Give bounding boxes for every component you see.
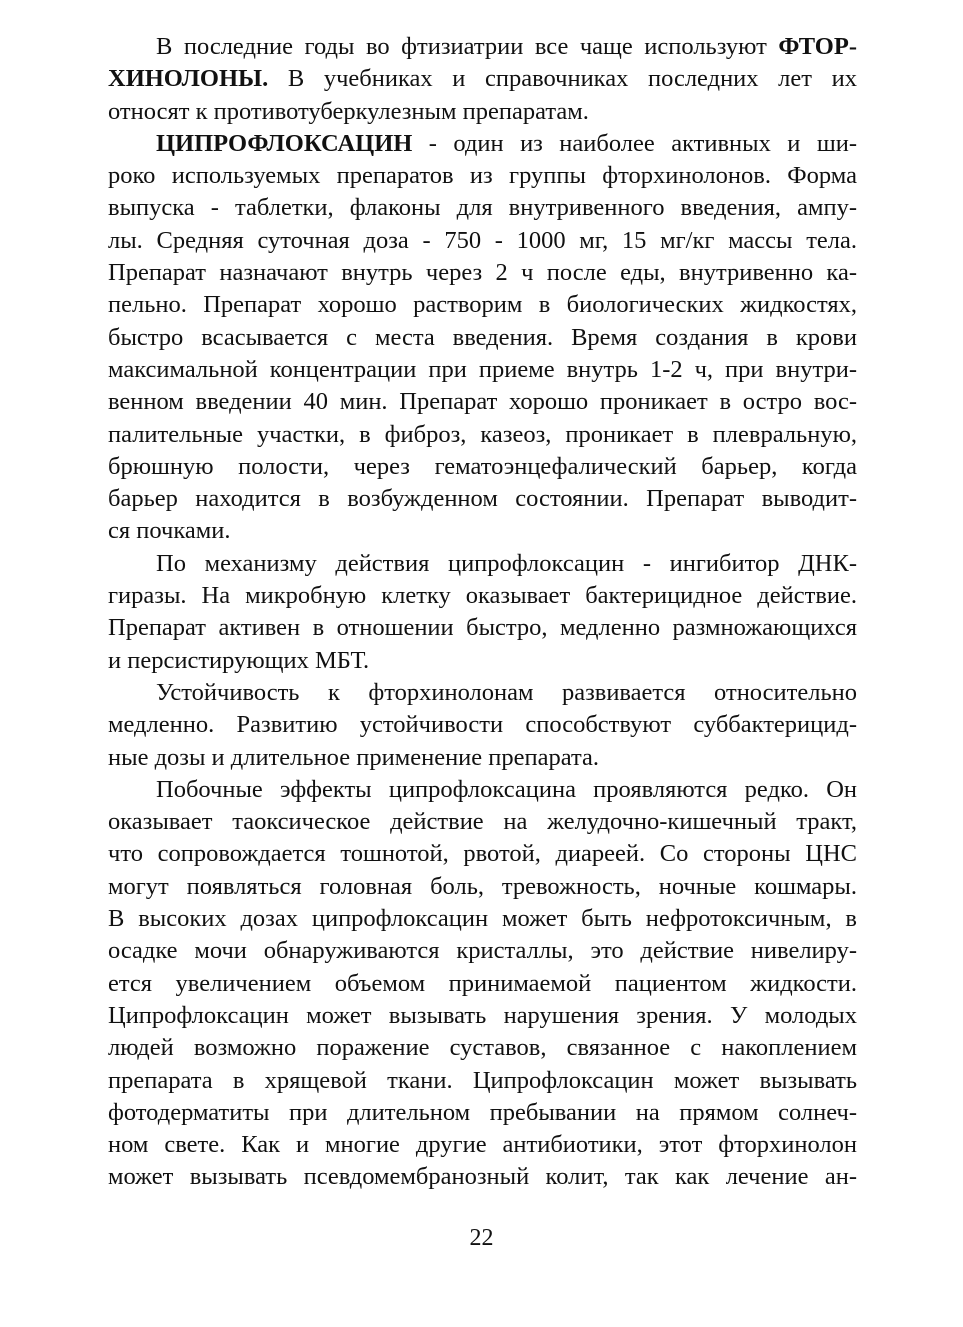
text-line: В последние годы во фтизиатрии все чаще используют ФТОР- [156, 33, 857, 60]
text-line: фотодерматиты при длительном пребывании на прямом солнеч- [108, 1098, 857, 1126]
text-line: ХИНОЛОНЫ. В учебниках и справочниках последних лет их [108, 65, 857, 93]
text-line: людей возможно поражение суставов, связанное с накоплением [108, 1034, 857, 1062]
text-line: выпуска - таблетки, флаконы для внутривенного введения, ампу- [108, 194, 857, 222]
text-line: Устойчивость к фторхинолонам развивается относительно [156, 678, 857, 706]
paragraph [108, 128, 857, 548]
text-line: гиразы. На микробную клетку оказывает бактерицидное действие. [108, 582, 857, 610]
text-line: может вызывать псевдомембранозный колит, так как лечение ан- [108, 1163, 857, 1191]
page-number: 22 [469, 1225, 494, 1251]
bold-term: ФТОР- [778, 33, 857, 60]
text-line: ется увеличением объемом принимаемой пациентом жидкости. [108, 969, 857, 997]
text-line: венном введении 40 мин. Препарат хорошо проникает в остро вос- [108, 388, 857, 416]
text-line: роко используемых препаратов из группы фторхинолонов. Форма [108, 162, 857, 190]
text-line: ные дозы и длительное применение препарата. [108, 743, 600, 771]
text-line: пельно. Препарат хорошо растворим в биологических жидкостях, [108, 291, 857, 319]
text-line: максимальной концентрации при приеме внутрь 1-2 ч, при внутри- [108, 355, 857, 383]
bold-term: ЦИПРОФЛОКСАЦИН [156, 129, 413, 157]
text-line: относят к противотуберкулезным препаратам. [108, 97, 589, 125]
text-line: лы. Средняя суточная доза - 750 - 1000 мг, 15 мг/кг массы тела. [108, 226, 857, 254]
text-line: могут появляться головная боль, тревожность, ночные кошмары. [108, 872, 857, 900]
bold-term: ХИНОЛОНЫ. [108, 65, 269, 93]
text-line: палительные участки, в фиброз, казеоз, проникает в плевральную, [108, 420, 857, 448]
text-line: препарата в хрящевой ткани. Ципрофлоксацин может вызывать [108, 1066, 857, 1094]
text-line: Препарат назначают внутрь через 2 ч после еды, внутривенно ка- [108, 259, 857, 287]
text-line: оказывает таоксическое действие на желудочно-кишечный тракт, [108, 808, 857, 836]
text-line: Препарат активен в отношении быстро, медленно размножающихся [108, 614, 857, 642]
paragraph [108, 31, 857, 128]
text-line: Ципрофлоксацин может вызывать нарушения зрения. У молодых [108, 1001, 857, 1029]
text-line: осадке мочи обнаруживаются кристаллы, это действие нивелиру- [108, 937, 857, 965]
text-line: Побочные эффекты ципрофлоксацина проявляются редко. Он [156, 775, 857, 803]
text-line: что сопровождается тошнотой, рвотой, диареей. Со стороны ЦНС [108, 840, 857, 868]
text-line: В высоких дозах ципрофлоксацин может быть нефротоксичным, в [108, 905, 857, 933]
text-line: медленно. Развитию устойчивости способствуют суббактерицид- [108, 711, 857, 739]
paragraph [108, 774, 857, 1194]
text-line: брюшную полости, через гематоэнцефалический барьер, когда [108, 452, 857, 480]
text-line: По механизму действия ципрофлоксацин - ингибитор ДНК- [156, 549, 857, 577]
text-line: ном свете. Как и многие другие антибиотики, этот фторхинолон [108, 1131, 857, 1159]
text-line: барьер находится в возбужденном состоянии. Препарат выводит- [108, 485, 857, 513]
paragraph [108, 677, 857, 774]
text-line: ЦИПРОФЛОКСАЦИН - один из наиболее активных и ши- [156, 129, 857, 157]
paragraph [108, 548, 857, 677]
text-line: быстро всасывается с места введения. Время создания в крови [108, 323, 857, 351]
body-text [108, 31, 857, 1194]
text-line: и персистирующих МБТ. [108, 646, 370, 674]
text-line: ся почками. [108, 517, 231, 545]
